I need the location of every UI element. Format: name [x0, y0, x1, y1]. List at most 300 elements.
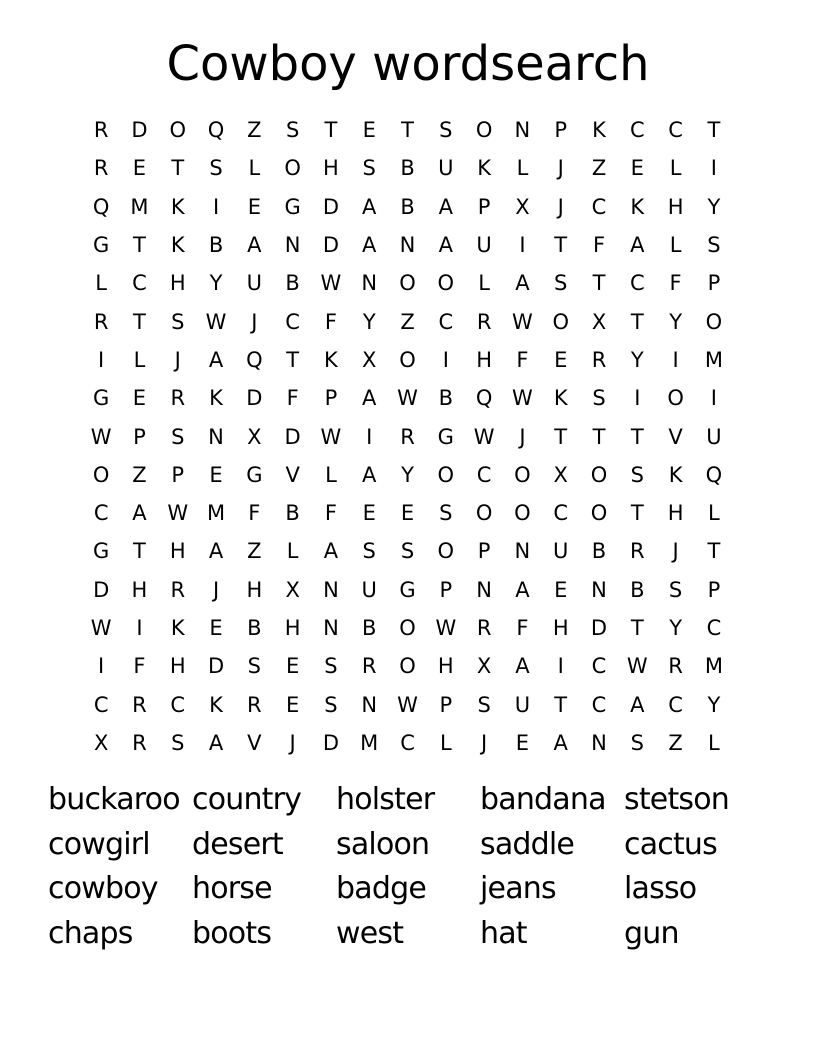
- grid-letter: S: [362, 539, 376, 564]
- grid-letter: T: [707, 539, 721, 564]
- grid-letter: S: [439, 118, 453, 143]
- grid-letter: R: [170, 386, 186, 411]
- grid-letter: Y: [669, 309, 683, 334]
- grid-letter: J: [212, 577, 220, 602]
- grid-letter: B: [208, 233, 224, 258]
- grid-letter: E: [630, 156, 644, 181]
- grid-letter: K: [630, 194, 645, 219]
- grid-letter: A: [515, 577, 530, 602]
- grid-letter: E: [247, 194, 261, 219]
- grid-letter: X: [515, 194, 530, 219]
- word-list-item: cowboy: [48, 871, 158, 907]
- grid-letter: H: [667, 501, 684, 526]
- grid-letter: S: [707, 233, 721, 258]
- grid-letter: F: [133, 654, 146, 679]
- grid-letter: A: [208, 539, 224, 564]
- grid-letter: S: [592, 386, 606, 411]
- word-list-item: holster: [336, 782, 435, 817]
- grid-letter: T: [592, 271, 606, 296]
- grid-letter: C: [285, 309, 300, 334]
- grid-letter: T: [554, 692, 568, 717]
- grid-letter: L: [325, 462, 337, 487]
- grid-letter: W: [167, 501, 189, 526]
- grid-letter: S: [285, 118, 300, 143]
- grid-letter: E: [362, 501, 376, 526]
- grid-letter: O: [667, 386, 684, 411]
- grid-letter: K: [592, 118, 606, 143]
- grid-letter: A: [208, 347, 224, 372]
- grid-letter: P: [324, 386, 338, 411]
- grid-letter: M: [130, 194, 149, 219]
- grid-letter: S: [554, 271, 568, 296]
- grid-letter: W: [626, 654, 648, 679]
- word-list-item: buckaroo: [48, 782, 180, 817]
- grid-letter: I: [98, 347, 105, 372]
- grid-letter: C: [93, 501, 109, 526]
- grid-letter: C: [438, 309, 454, 334]
- grid-letter: I: [672, 347, 679, 372]
- grid-letter: N: [284, 233, 301, 258]
- grid-letter: N: [591, 730, 607, 755]
- word-list: [48, 778, 768, 957]
- grid-letter: B: [247, 616, 262, 640]
- grid-letter: B: [362, 616, 377, 640]
- grid-letter: F: [516, 616, 529, 640]
- grid-letter: N: [591, 577, 607, 602]
- grid-letter: R: [400, 424, 415, 449]
- grid-letter: N: [361, 692, 378, 717]
- grid-letter: T: [133, 309, 146, 334]
- grid-letter: A: [362, 386, 377, 411]
- grid-letter: E: [554, 347, 568, 372]
- grid-letter: O: [169, 118, 186, 143]
- word-list-item: horse: [192, 871, 272, 907]
- grid-letter: I: [442, 347, 449, 372]
- grid-letter: B: [400, 194, 415, 219]
- word-list-item: bandana: [480, 782, 606, 817]
- grid-letter: P: [439, 577, 453, 602]
- grid-letter: Q: [705, 462, 723, 487]
- grid-letter: T: [133, 539, 146, 564]
- grid-letter: D: [284, 424, 301, 449]
- grid-letter: O: [475, 501, 493, 526]
- grid-letter: W: [473, 424, 495, 449]
- grid-letter: L: [669, 233, 682, 258]
- grid-letter: K: [477, 156, 491, 181]
- grid-letter: E: [285, 654, 300, 679]
- grid-letter: O: [705, 309, 723, 334]
- grid-letter: Y: [362, 309, 376, 334]
- grid-letter: Z: [132, 462, 147, 487]
- grid-letter: D: [93, 577, 110, 602]
- grid-letter: O: [437, 539, 455, 564]
- grid-letter: A: [553, 730, 568, 755]
- grid-letter: A: [515, 271, 530, 296]
- grid-letter: Z: [591, 156, 607, 181]
- grid-letter: S: [477, 692, 491, 717]
- grid-letter: O: [437, 462, 455, 487]
- grid-letter: Z: [247, 539, 262, 564]
- grid-letter: L: [95, 271, 107, 296]
- grid-letter: K: [324, 347, 338, 372]
- grid-letter: F: [324, 501, 337, 526]
- grid-letter: J: [672, 539, 679, 564]
- grid-letter: Y: [401, 462, 414, 487]
- grid-letter: Y: [630, 347, 644, 372]
- grid-letter: T: [171, 156, 185, 181]
- grid-letter: C: [668, 692, 683, 717]
- grid-letter: P: [477, 539, 491, 564]
- grid-letter: W: [397, 386, 418, 411]
- grid-letter: J: [557, 194, 564, 219]
- grid-letter: C: [170, 692, 186, 717]
- grid-letter: Z: [400, 309, 415, 334]
- grid-letter: M: [206, 501, 226, 526]
- grid-letter: D: [207, 654, 225, 679]
- word-list-item: badge: [336, 871, 426, 907]
- grid-letter: O: [514, 462, 531, 487]
- grid-letter: B: [285, 501, 300, 526]
- grid-letter: P: [171, 462, 185, 487]
- word-list-item: saddle: [480, 826, 575, 862]
- grid-letter: G: [284, 194, 301, 219]
- grid-letter: J: [174, 347, 181, 372]
- grid-letter: F: [592, 233, 606, 258]
- grid-letter: K: [668, 462, 683, 487]
- grid-letter: N: [476, 577, 492, 602]
- grid-letter: A: [515, 654, 530, 679]
- grid-letter: B: [438, 386, 454, 411]
- grid-letter: P: [554, 118, 568, 143]
- grid-letter: N: [361, 271, 378, 296]
- grid-letter: S: [324, 654, 338, 679]
- grid-letter: D: [322, 233, 340, 258]
- grid-letter: I: [557, 654, 564, 679]
- grid-letter: N: [399, 233, 416, 258]
- grid-letter: I: [519, 233, 526, 258]
- grid-letter: Y: [707, 194, 721, 219]
- grid-letter: M: [704, 347, 723, 372]
- grid-letter: A: [438, 194, 453, 219]
- grid-letter: L: [133, 347, 146, 372]
- grid-letter: F: [516, 347, 529, 372]
- grid-letter: L: [516, 156, 529, 181]
- grid-letter: R: [132, 730, 147, 755]
- grid-letter: S: [630, 730, 644, 755]
- grid-letter: T: [630, 616, 644, 640]
- grid-letter: W: [90, 616, 112, 640]
- grid-letter: S: [400, 539, 415, 564]
- grid-letter: R: [361, 654, 377, 679]
- grid-letter: B: [285, 271, 300, 296]
- grid-letter: C: [668, 118, 683, 143]
- grid-letter: T: [401, 118, 414, 143]
- word-list-item: gun: [624, 916, 679, 952]
- grid-letter: J: [481, 730, 488, 755]
- grid-letter: A: [323, 539, 339, 564]
- grid-letter: U: [476, 233, 492, 258]
- grid-letter: W: [435, 616, 457, 640]
- grid-letter: E: [209, 616, 223, 640]
- grid-letter: O: [92, 462, 110, 487]
- grid-letter: X: [591, 309, 607, 334]
- grid-letter: B: [400, 156, 415, 181]
- grid-letter: U: [438, 156, 454, 181]
- grid-letter: O: [590, 501, 608, 526]
- grid-letter: T: [707, 118, 721, 143]
- grid-letter: V: [285, 462, 300, 487]
- grid-letter: J: [557, 156, 564, 181]
- grid-letter: Q: [475, 386, 493, 411]
- word-list-item: west: [336, 916, 404, 952]
- grid-letter: G: [246, 462, 263, 487]
- grid-letter: O: [437, 271, 455, 296]
- grid-letter: E: [209, 462, 223, 487]
- grid-letter: J: [289, 730, 296, 755]
- grid-letter: D: [322, 194, 340, 219]
- grid-letter: Z: [668, 730, 683, 755]
- grid-letter: N: [208, 424, 224, 449]
- word-list-item: saloon: [336, 826, 430, 862]
- grid-letter: C: [591, 692, 607, 717]
- grid-letter: S: [171, 309, 185, 334]
- grid-letter: L: [286, 539, 299, 564]
- grid-letter: A: [132, 501, 147, 526]
- grid-letter: R: [247, 692, 262, 717]
- grid-letter: S: [171, 730, 185, 755]
- grid-letter: X: [93, 730, 109, 755]
- grid-letter: K: [170, 233, 185, 258]
- grid-letter: P: [133, 424, 146, 449]
- grid-letter: R: [668, 654, 683, 679]
- grid-letter: K: [170, 616, 185, 640]
- grid-letter: V: [668, 424, 683, 449]
- grid-letter: A: [362, 194, 377, 219]
- grid-letter: F: [286, 386, 299, 411]
- grid-letter: A: [362, 233, 377, 258]
- grid-letter: L: [708, 501, 720, 526]
- grid-letter: W: [512, 386, 533, 411]
- grid-letter: S: [171, 424, 185, 449]
- grid-letter: R: [93, 156, 109, 181]
- grid-letter: A: [630, 233, 645, 258]
- grid-letter: H: [437, 654, 454, 679]
- grid-letter: T: [630, 501, 644, 526]
- grid-letter: A: [362, 462, 377, 487]
- grid-letter: A: [438, 233, 453, 258]
- grid-letter: D: [246, 386, 263, 411]
- grid-letter: U: [361, 577, 377, 602]
- grid-letter: R: [93, 309, 109, 334]
- grid-letter: O: [284, 156, 301, 181]
- grid-letter: E: [554, 577, 568, 602]
- grid-letter: O: [399, 654, 416, 679]
- grid-letter: K: [170, 194, 185, 219]
- grid-letter: F: [324, 309, 337, 334]
- grid-letter: T: [554, 233, 568, 258]
- grid-letter: T: [324, 118, 338, 143]
- grid-letter: A: [208, 730, 224, 755]
- grid-letter: B: [630, 577, 645, 602]
- grid-letter: L: [248, 156, 261, 181]
- grid-letter: G: [399, 577, 416, 602]
- grid-letter: I: [136, 616, 143, 640]
- grid-letter: D: [131, 118, 148, 143]
- grid-letter: E: [362, 118, 376, 143]
- grid-letter: G: [93, 539, 110, 564]
- grid-letter: C: [400, 730, 415, 755]
- grid-letter: A: [247, 233, 262, 258]
- grid-letter: P: [477, 194, 491, 219]
- grid-letter: C: [706, 616, 722, 640]
- grid-letter: O: [514, 501, 531, 526]
- grid-letter: C: [629, 271, 645, 296]
- grid-letter: S: [247, 654, 261, 679]
- grid-letter: H: [552, 616, 569, 640]
- page-title: Cowboy wordsearch: [166, 36, 650, 92]
- grid-letter: E: [515, 730, 530, 755]
- grid-letter: S: [630, 462, 644, 487]
- grid-letter: O: [399, 347, 416, 372]
- grid-letter: K: [209, 692, 223, 717]
- grid-letter: T: [286, 347, 300, 372]
- grid-letter: X: [476, 654, 492, 679]
- grid-letter: E: [285, 692, 300, 717]
- grid-letter: X: [285, 577, 300, 602]
- grid-letter: O: [475, 118, 493, 143]
- grid-letter: I: [634, 386, 641, 411]
- word-list-item: country: [192, 782, 302, 817]
- grid-letter: H: [284, 616, 301, 640]
- grid-letter: O: [590, 462, 608, 487]
- grid-letter: H: [131, 577, 148, 602]
- word-list-item: stetson: [624, 782, 730, 817]
- grid-letter: R: [476, 616, 492, 640]
- word-list-item: jeans: [480, 871, 556, 907]
- grid-letter: C: [132, 271, 147, 296]
- grid-letter: G: [93, 233, 110, 258]
- grid-letter: T: [592, 424, 606, 449]
- word-list-item: chaps: [48, 916, 133, 952]
- word-list-item: cowgirl: [48, 826, 150, 862]
- grid-letter: N: [323, 616, 339, 640]
- grid-letter: D: [590, 616, 608, 640]
- word-list-item: lasso: [624, 871, 697, 907]
- grid-letter: A: [630, 692, 645, 717]
- grid-letter: F: [248, 501, 261, 526]
- grid-letter: O: [399, 616, 416, 640]
- grid-letter: C: [93, 692, 109, 717]
- grid-letter: H: [246, 577, 263, 602]
- grid-letter: W: [320, 271, 342, 296]
- grid-letter: L: [708, 730, 720, 755]
- grid-letter: H: [476, 347, 493, 372]
- grid-letter: N: [514, 118, 531, 143]
- grid-letter: C: [591, 654, 607, 679]
- grid-letter: T: [133, 233, 146, 258]
- grid-letter: H: [323, 156, 339, 181]
- grid-letter: W: [90, 424, 112, 449]
- grid-letter: W: [397, 692, 418, 717]
- grid-letter: W: [320, 424, 342, 449]
- grid-letter: R: [591, 347, 607, 372]
- grid-letter: T: [554, 424, 568, 449]
- grid-letter: R: [476, 309, 492, 334]
- grid-letter: Q: [207, 118, 225, 143]
- grid-letter: O: [552, 309, 569, 334]
- grid-letter: P: [707, 577, 721, 602]
- grid-letter: K: [553, 386, 568, 411]
- grid-letter: I: [366, 424, 373, 449]
- grid-letter: V: [247, 730, 262, 755]
- grid-letter: I: [710, 156, 717, 181]
- grid-letter: L: [478, 271, 490, 296]
- grid-letter: C: [553, 501, 569, 526]
- word-list-item: hat: [480, 916, 527, 952]
- grid-letter: Y: [209, 271, 223, 296]
- grid-letter: L: [439, 730, 452, 755]
- grid-letter: J: [519, 424, 526, 449]
- grid-letter: E: [400, 501, 415, 526]
- grid-letter: S: [324, 692, 338, 717]
- grid-letter: Y: [707, 692, 721, 717]
- grid-letter: S: [362, 156, 376, 181]
- grid-letter: D: [322, 730, 340, 755]
- grid-letter: X: [247, 424, 262, 449]
- grid-letter: F: [669, 271, 682, 296]
- grid-letter: H: [169, 654, 186, 679]
- grid-letter: T: [630, 424, 644, 449]
- grid-letter: R: [132, 692, 147, 717]
- word-list-item: boots: [192, 916, 272, 952]
- grid-letter: C: [476, 462, 492, 487]
- grid-letter: R: [630, 539, 645, 564]
- grid-letter: P: [707, 271, 721, 296]
- letter-grid: [82, 111, 733, 762]
- word-list-item: desert: [192, 826, 283, 862]
- grid-letter: Q: [246, 347, 263, 372]
- grid-letter: M: [360, 730, 379, 755]
- grid-letter: U: [246, 271, 263, 296]
- grid-letter: S: [439, 501, 453, 526]
- grid-letter: R: [170, 577, 186, 602]
- grid-letter: W: [205, 309, 227, 334]
- grid-letter: Z: [247, 118, 262, 143]
- grid-letter: U: [514, 692, 531, 717]
- grid-letter: M: [704, 654, 723, 679]
- grid-letter: S: [668, 577, 683, 602]
- grid-letter: C: [629, 118, 645, 143]
- grid-letter: G: [437, 424, 454, 449]
- grid-letter: L: [669, 156, 682, 181]
- grid-letter: B: [591, 539, 607, 564]
- grid-letter: X: [553, 462, 568, 487]
- grid-letter: R: [93, 118, 109, 143]
- grid-letter: H: [169, 271, 186, 296]
- grid-letter: P: [439, 692, 453, 717]
- grid-letter: I: [212, 194, 220, 219]
- grid-letter: S: [209, 156, 223, 181]
- grid-letter: W: [512, 309, 533, 334]
- grid-letter: N: [323, 577, 339, 602]
- grid-letter: H: [667, 194, 684, 219]
- grid-letter: O: [399, 271, 416, 296]
- grid-letter: E: [132, 386, 147, 411]
- grid-letter: U: [706, 424, 722, 449]
- grid-letter: J: [251, 309, 258, 334]
- grid-letter: X: [362, 347, 377, 372]
- word-list-item: cactus: [624, 826, 717, 862]
